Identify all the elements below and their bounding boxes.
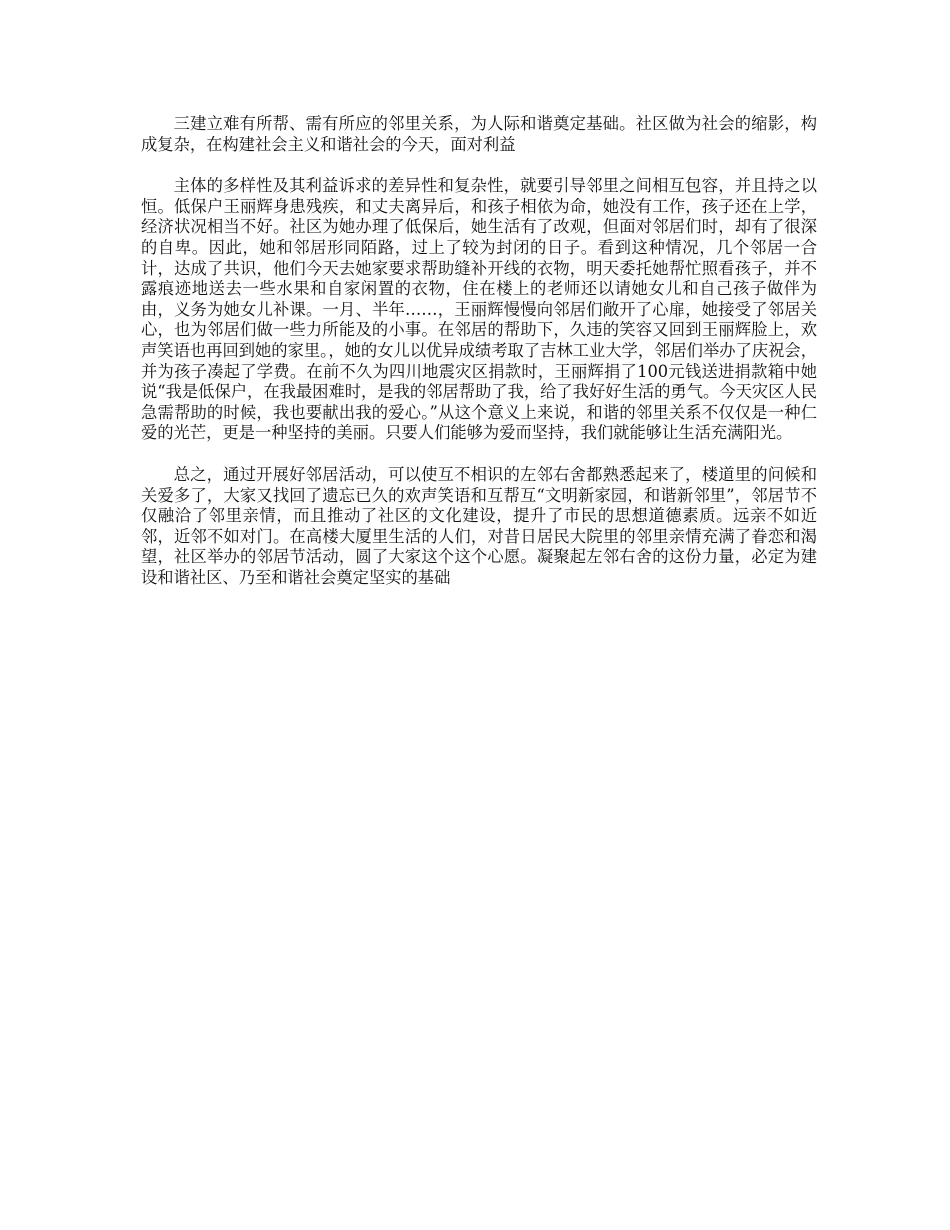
- paragraph-intro: 三建立难有所帮、需有所应的邻里关系，为人际和谐奠定基础。社区做为社会的缩影，构成复杂，在构建社会主义和谐社会的今天，面对利益: [141, 114, 817, 154]
- paragraph-story: 主体的多样性及其利益诉求的差异性和复杂性，就要引导邻里之间相互包容，并且持之以恒。低保户王丽辉身患残疾，和丈夫离异后，和孩子相依为命，她没有工作，孩子还在上学，经济状况相当不好。社区为她办理了低保后，她生活有了改观，但面对邻居们时，却有了很深的自卑。因此，她和邻居形同陌路，过上了较为封闭的日子。看到这种情况，几个邻居一合计，达成了共识，他们今天去她家要求帮助缝补开线的衣物，明天委托她帮忙照看孩子，并不露痕迹地送去一些水果和自家闲置的衣物，住在楼上的老师还以请她女儿和自己孩子做伴为由，义务为她女儿补课。一月、半年……，王丽辉慢慢向邻居们敞开了心扉，她接受了邻居关心，也为邻居们做一些力所能及的小事。在邻居的帮助下，久违的笑容又回到王丽辉脸上，欢声笑语也再回到她的家里。，她的女儿以优异成绩考取了吉林工业大学，邻居们举办了庆祝会，并为孩子凑起了学费。在前不久为四川地震灾区捐款时，王丽辉捐了100元钱送进捐款箱中她说“我是低保户，在我最困难时，是我的邻居帮助了我，给了我好好生活的勇气。今天灾区人民急需帮助的时候，我也要献出我的爱心。”从这个意义上来说，和谐的邻里关系不仅仅是一种仁爱的光芒，更是一种坚持的美丽。只要人们能够为爱而坚持，我们就能够让生活充满阳光。: [141, 176, 817, 443]
- paragraph-conclusion: 总之，通过开展好邻居活动，可以使互不相识的左邻右舍都熟悉起来了，楼道里的问候和关爱多了，大家又找回了遗忘已久的欢声笑语和互帮互“文明新家园，和谐新邻里”，邻居节不仅融洽了邻里亲情，而且推动了社区的文化建设，提升了市民的思想道德素质。远亲不如近邻，近邻不如对门。在高楼大厦里生活的人们，对昔日居民大院里的邻里亲情充满了眷恋和渴望，社区举办的邻居节活动，圆了大家这个这个心愿。凝聚起左邻右舍的这份力量，必定为建设和谐社区、乃至和谐社会奠定坚实的基础: [141, 464, 817, 587]
- document-body: [141, 114, 817, 588]
